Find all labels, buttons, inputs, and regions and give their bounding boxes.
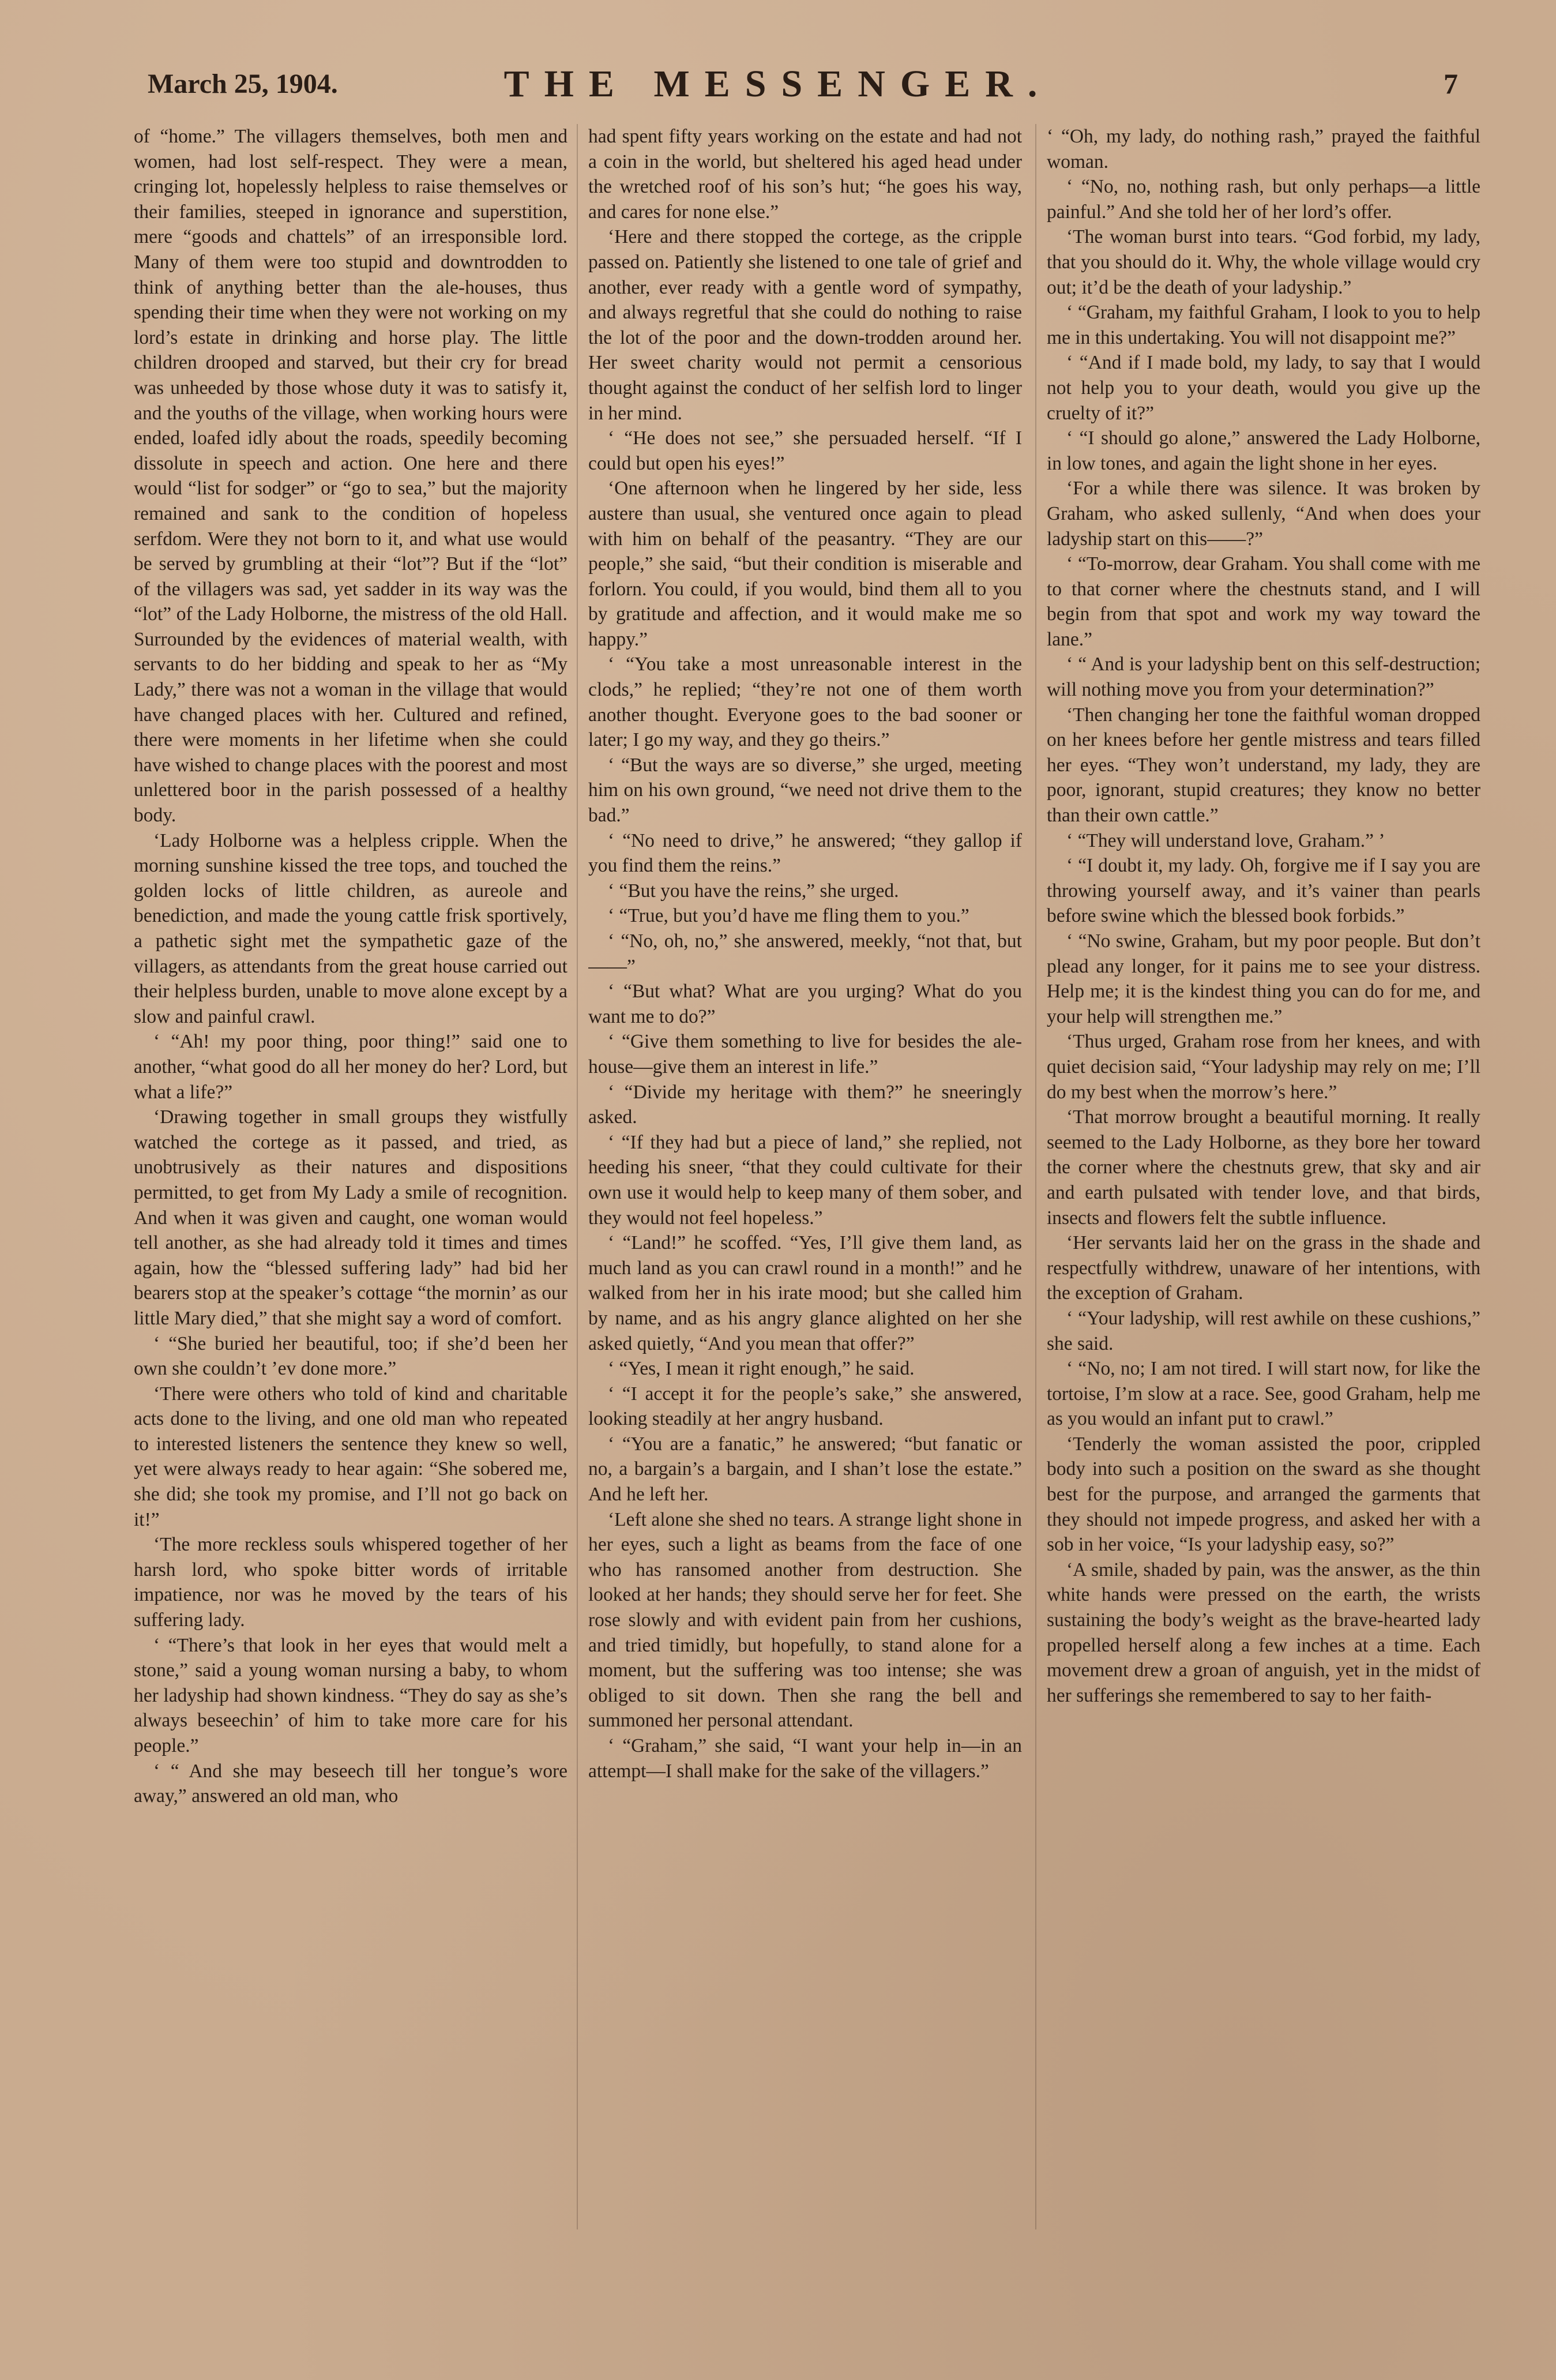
- article-paragraph: ‘ “Graham, my faithful Graham, I look to you to help me in this undertaking. You will not disappoint me?”: [1047, 302, 1480, 348]
- article-paragraph: ‘ “Divide my heritage with them?” he sneeringly asked.: [588, 1081, 1022, 1128]
- page-number: 7: [1444, 67, 1458, 100]
- article-paragraph: of “home.” The villagers themselves, both men and women, had lost self-respect. They were a mean, cringing lot, hopelessly helpless to raise themselves or their families, steeped in ignorance and superstition, mere “goods and chattels” of an irresponsible lord. Many of them were too stupid and downtrodden to think of anything better than the ale-houses, thus spending their time when they were not working on my lord’s estate in drinking and horse play. The little children drooped and starved, but their cry for bread was unheeded by those whose duty it was to satisfy it, and the youths of the village, when working hours were ended, loafed idly about the roads, speedily becoming dissolute in speech and action. One here and there would “list for sodger” or “go to sea,” but the majority remained and sank to the condition of hopeless serfdom. Were they not born to it, and what use would be served by grumbling at their “lot”? But if the “lot” of the villagers was sad, yet sadder in its way was the “lot” of the Lady Holborne, the mistress of the old Hall. Surrounded by the evidences of material wealth, with servants to do her bidding and speak to her as “My Lady,” there was not a woman in the village that would have changed places with her. Cultured and refined, there were moments in her lifetime when she could have wished to change places with the poorest and most unlettered boor in the parish possessed of a healthy body.: [134, 126, 567, 827]
- article-paragraph: ‘ “They will understand love, Graham.” ’: [1066, 829, 1385, 851]
- article-paragraph: ‘ “No, no, nothing rash, but only perhaps—a little painful.” And she told her of her lord’s offer.: [1047, 176, 1480, 223]
- text-column-3: [1047, 124, 1480, 2362]
- article-paragraph: ‘ “No, oh, no,” she answered, meekly, “not that, but——”: [588, 930, 1022, 977]
- article-paragraph: ‘Lady Holborne was a helpless cripple. When the morning sunshine kissed the tree tops, and touched the golden locks of little children, as aureole and benediction, and made the young cattle frisk sportively, a pathetic sight met the sympathetic gaze of the villagers, as attendants from the great house carried out their helpless burden, unable to move alone except by a slow and painful crawl.: [134, 829, 567, 1027]
- issue-date: March 25, 1904.: [148, 69, 338, 99]
- article-paragraph: ‘ “To-morrow, dear Graham. You shall come with me to that corner where the chestnuts stand, and I will begin from that spot and work my way toward the lane.”: [1047, 553, 1480, 650]
- article-paragraph: ‘ “I accept it for the people’s sake,” she answered, looking steadily at her angry husband.: [588, 1383, 1022, 1430]
- article-paragraph: ‘ “If they had but a piece of land,” she replied, not heeding his sneer, “that they could cultivate for their own use it would help to keep many of them sober, and they would not feel hopeless.”: [588, 1131, 1022, 1229]
- article-paragraph: ‘ “You are a fanatic,” he answered; “but fanatic or no, a bargain’s a bargain, and I shan’t lose the estate.” And he left her.: [588, 1433, 1022, 1506]
- article-paragraph: ‘ “You take a most unreasonable interest in the clods,” he replied; “they’re not one of them worth another thought. Everyone goes to the bad sooner or later; I go my way, and they go theirs.”: [588, 654, 1022, 751]
- masthead: [0, 0, 1556, 104]
- article-paragraph: ‘Drawing together in small groups they wistfully watched the cortege as it passed, and tried, as unobtrusively as their natures and dispositions permitted, to get from My Lady a smile of recognition. And when it was given and caught, one woman would tell another, as she had already told it times and times again, how the “blessed suffering lady” had bid her bearers stop at the speaker’s cottage “the mornin’ as our little Mary died,” that she might say a word of comfort.: [134, 1106, 567, 1329]
- article-paragraph: ‘ “But the ways are so diverse,” she urged, meeting him on his own ground, “we need not drive them to the bad.”: [588, 754, 1022, 827]
- article-paragraph: ‘Her servants laid her on the grass in the shade and respectfully withdrew, unaware of her intentions, with the exception of Graham.: [1047, 1232, 1480, 1304]
- text-column-2: [588, 124, 1022, 2362]
- article-paragraph: ‘ “She buried her beautiful, too; if she’d been her own she couldn’t ’ev done more.”: [134, 1332, 567, 1380]
- article-paragraph: had spent fifty years working on the estate and had not a coin in the world, but sheltered his aged head under the wretched roof of his son’s hut; “he goes his way, and cares for none else.”: [588, 126, 1022, 223]
- column-divider: [1035, 124, 1036, 2229]
- article-paragraph: ‘Here and there stopped the cortege, as the cripple passed on. Patiently she listened to one tale of grief and another, ever ready with a gentle word of sympathy, and always regretful that she could do nothing to raise the lot of the poor and the down-trodden around her. Her sweet charity would not permit a censorious thought against the conduct of her selfish lord to linger in her mind.: [588, 226, 1022, 424]
- article-paragraph: ‘ “ And is your ladyship bent on this self-destruction; will nothing move you from your determination?”: [1047, 654, 1480, 701]
- article-paragraph: ‘ “Land!” he scoffed. “Yes, I’ll give them land, as much land as you can crawl round in a month!” and he walked from her in his irate mood; but she called him by name, and as his angry glance alighted on her she asked quietly, “And you mean that offer?”: [588, 1232, 1022, 1354]
- article-paragraph: ‘There were others who told of kind and charitable acts done to the living, and one old man who repeated to interested listeners the sentence they knew so well, yet were always ready to hear again: “She sobered me, she did; she took my promise, and I’ll not go back on it!”: [134, 1383, 567, 1530]
- article-paragraph: ‘ “No, no; I am not tired. I will start now, for like the tortoise, I’m slow at a race. See, good Graham, help me as you would an infant put to crawl.”: [1047, 1358, 1480, 1430]
- text-column-1: [134, 124, 567, 2362]
- article-paragraph: ‘For a while there was silence. It was broken by Graham, who asked sullenly, “And when does your ladyship start on this——?”: [1047, 478, 1480, 550]
- article-paragraph: ‘Left alone she shed no tears. A strange light shone in her eyes, such a light as beams from the face of one who has ransomed another from destruction. She looked at her hands; they should serve her for feet. She rose slowly and with evident pain from her cushions, and tried timidly, but hopefully, to stand alone for a moment, but the suffering was too intense; she was obliged to sit down. Then she rang the bell and summoned her personal attendant.: [588, 1508, 1022, 1732]
- article-paragraph: ‘ “Oh, my lady, do nothing rash,” prayed the faithful woman.: [1047, 126, 1480, 172]
- article-paragraph: ‘Thus urged, Graham rose from her knees, and with quiet decision said, “Your ladyship may rely on me; I’ll do my best when the morrow’s here.”: [1047, 1031, 1480, 1103]
- article-paragraph: ‘ “I should go alone,” answered the Lady Holborne, in low tones, and again the light shone in her eyes.: [1047, 427, 1480, 474]
- article-paragraph: ‘ “True, but you’d have me fling them to you.”: [608, 905, 969, 927]
- column-divider: [577, 124, 578, 2229]
- article-paragraph: ‘ “ And she may beseech till her tongue’s wore away,” answered an old man, who: [134, 1760, 567, 1807]
- article-paragraph: ‘ “No need to drive,” he answered; “they gallop if you find them the reins.”: [588, 829, 1022, 877]
- article-paragraph: ‘Tenderly the woman assisted the poor, crippled body into such a position on the sward as she thought best for the purpose, and arranged the garments that they should not impede progress, and asked her with a sob in her voice, “Is your ladyship easy, so?”: [1047, 1433, 1480, 1556]
- article-paragraph: ‘ “No swine, Graham, but my poor people. But don’t plead any longer, for it pains me to see your distress. Help me; it is the kindest thing you can do for me, and your help will strengthen me.”: [1047, 930, 1480, 1027]
- article-paragraph: ‘One afternoon when he lingered by her side, less austere than usual, she ventured once again to plead with him on behalf of the peasantry. “They are our people,” she said, “but their condition is miserable and forlorn. You could, if you would, bind them all to you by gratitude and affection, and it would make me so happy.”: [588, 478, 1022, 650]
- article-paragraph: ‘A smile, shaded by pain, was the answer, as the thin white hands were pressed on the earth, the wrists sustaining the body’s weight as the brave-hearted lady propelled herself along a few inches at a time. Each movement drew a groan of anguish, yet in the midst of her sufferings she remembered to say to her faith-: [1047, 1559, 1480, 1706]
- article-paragraph: ‘ “Your ladyship, will rest awhile on these cushions,” she said.: [1047, 1307, 1480, 1354]
- article-paragraph: ‘The more reckless souls whispered together of her harsh lord, who spoke bitter words of irritable impatience, nor was he moved by the tears of his suffering lady.: [134, 1534, 567, 1631]
- article-paragraph: ‘ “Ah! my poor thing, poor thing!” said one to another, “what good do all her money do her? Lord, but what a life?”: [134, 1031, 567, 1103]
- article-paragraph: ‘ “Graham,” she said, “I want your help in—in an attempt—I shall make for the sake of the villagers.”: [588, 1735, 1022, 1782]
- article-paragraph: ‘ “Yes, I mean it right enough,” he said.: [608, 1358, 915, 1380]
- article-paragraph: ‘The woman burst into tears. “God forbid, my lady, that you should do it. Why, the whole village would cry out; it’d be the death of your ladyship.”: [1047, 226, 1480, 298]
- article-paragraph: ‘That morrow brought a beautiful morning. It really seemed to the Lady Holborne, as they bore her toward the corner where the chestnuts grew, that sky and air and earth pulsated with tender love, and that birds, insects and flowers felt the subtle influence.: [1047, 1106, 1480, 1229]
- article-paragraph: ‘Then changing her tone the faithful woman dropped on her knees before her gentle mistress and tears filled her eyes. “They won’t understand, my lady, they are poor, ignorant, stupid creatures; they know no better than their own cattle.”: [1047, 704, 1480, 827]
- newspaper-title: THE MESSENGER.: [503, 63, 1053, 105]
- article-paragraph: ‘ “But you have the reins,” she urged.: [608, 880, 899, 902]
- article-paragraph: ‘ “Give them something to live for besides the ale-house—give them an interest in life.”: [588, 1031, 1022, 1078]
- article-paragraph: ‘ “There’s that look in her eyes that would melt a stone,” said a young woman nursing a baby, to whom her ladyship had shown kindness. “They do say as she’s always beseechin’ of him to take more care for his people.”: [134, 1634, 567, 1756]
- article-paragraph: ‘ “He does not see,” she persuaded herself. “If I could but open his eyes!”: [588, 427, 1022, 474]
- article-paragraph: ‘ “And if I made bold, my lady, to say that I would not help you to your death, would you give up the cruelty of it?”: [1047, 352, 1480, 424]
- article-paragraph: ‘ “I doubt it, my lady. Oh, forgive me if I say you are throwing yourself away, and it’s vainer than pearls before swine which the blessed book forbids.”: [1047, 855, 1480, 927]
- article-paragraph: ‘ “But what? What are you urging? What do you want me to do?”: [588, 981, 1022, 1027]
